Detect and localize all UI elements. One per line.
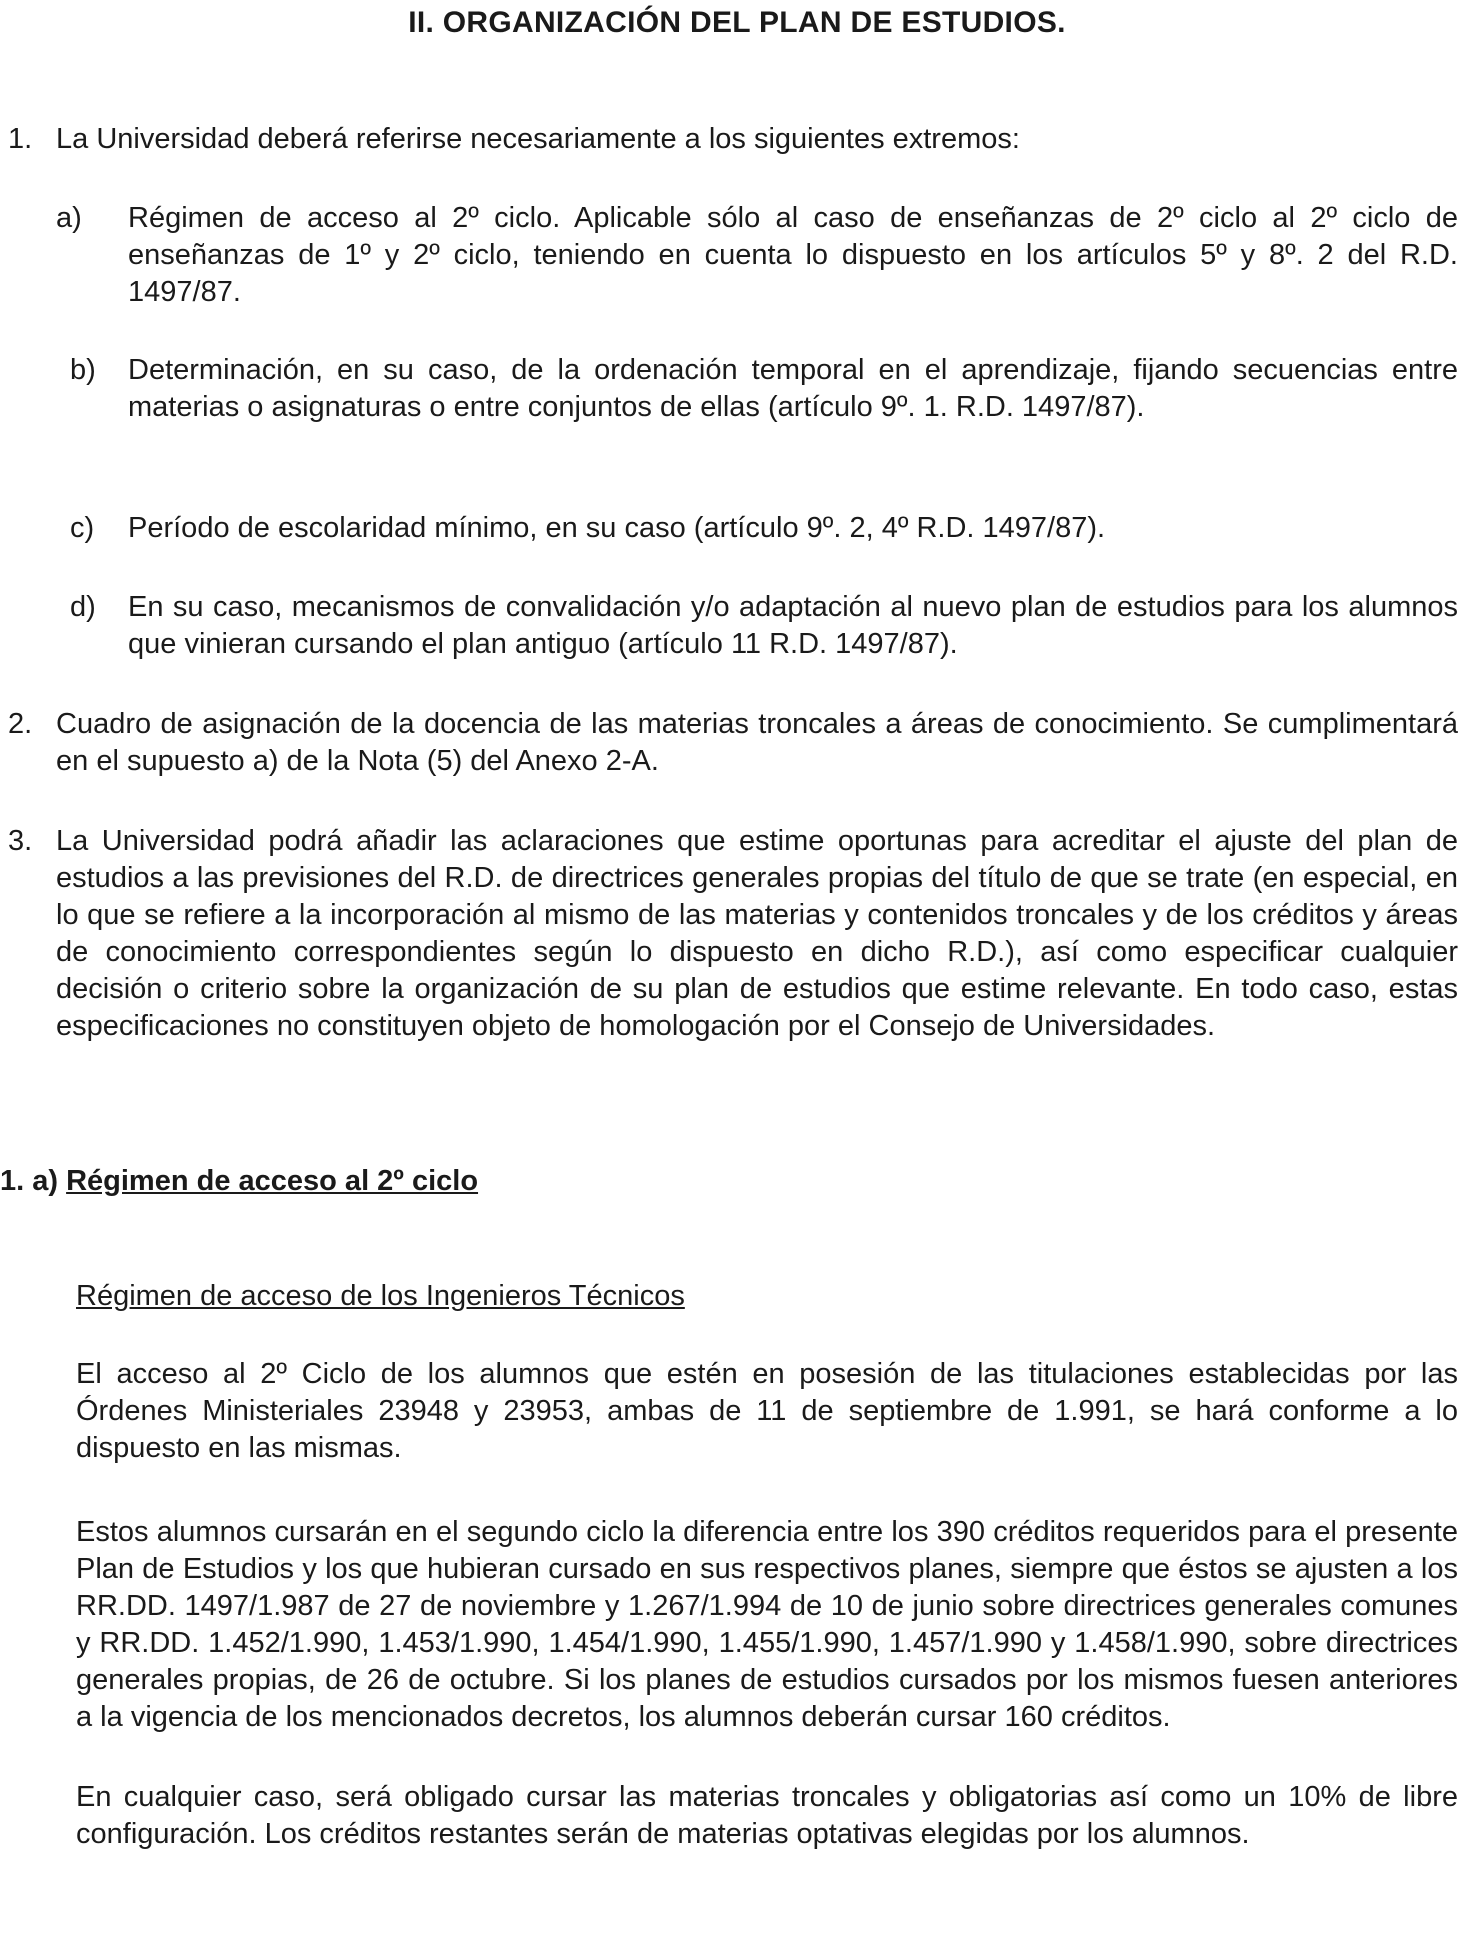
section-paragraph-1: El acceso al 2º Ciclo de los alumnos que estén en posesión de las titulaciones establecidas por las Órdenes Ministeriales 23948 y 23953, ambas de 11 de septiembre de 1.991, se hará conforme a lo dispuesto en las mismas. <box>76 1358 1458 1464</box>
item-1d-label: d) <box>70 591 96 623</box>
item-2-number: 2. <box>8 708 33 740</box>
item-1a-label: a) <box>56 202 82 234</box>
page-title: II. ORGANIZACIÓN DEL PLAN DE ESTUDIOS. <box>408 6 1066 39</box>
section-subheading: Régimen de acceso de los Ingenieros Técnicos <box>76 1280 685 1312</box>
item-1a-text: Régimen de acceso al 2º ciclo. Aplicable sólo al caso de enseñanzas de 2º ciclo al 2º ciclo de enseñanzas de 1º y 2º ciclo, teniendo en cuenta lo dispuesto en los artículos 5º y 8º. 2 del R.D. 1497/87. <box>128 202 1458 308</box>
item-1c-text: Período de escolaridad mínimo, en su caso (artículo 9º. 2, 4º R.D. 1497/87). <box>128 512 1106 544</box>
item-1b-text: Determinación, en su caso, de la ordenación temporal en el aprendizaje, fijando secuencias entre materias o asignaturas o entre conjuntos de ellas (artículo 9º. 1. R.D. 1497/87). <box>128 354 1458 423</box>
section-heading-text: Régimen de acceso al 2º ciclo <box>66 1165 479 1197</box>
section-heading <box>0 1163 478 1200</box>
item-1c-label: c) <box>70 512 95 544</box>
item-2-text: Cuadro de asignación de la docencia de las materias troncales a áreas de conocimiento. Se cumplimentará en el supuesto a) de la Nota (5) del Anexo 2-A. <box>56 708 1458 777</box>
item-1d-text: En su caso, mecanismos de convalidación y/o adaptación al nuevo plan de estudios para los alumnos que vinieran cursando el plan antiguo (artículo 11 R.D. 1497/87). <box>128 591 1458 660</box>
item-1-text: La Universidad deberá referirse necesariamente a los siguientes extremos: <box>56 123 1020 155</box>
item-1-number: 1. <box>8 123 33 155</box>
section-heading-prefix: 1. a) <box>0 1165 67 1197</box>
item-3-number: 3. <box>8 825 33 857</box>
section-paragraph-2: Estos alumnos cursarán en el segundo ciclo la diferencia entre los 390 créditos requeridos para el presente Plan de Estudios y los que hubieran cursado en sus respectivos planes, siempre que éstos se ajusten a los RR.DD. 1497/1.987 de 27 de noviembre y 1.267/1.994 de 10 de junio sobre directrices generales comunes y RR.DD. 1.452/1.990, 1.453/1.990, 1.454/1.990, 1.455/1.990, 1.457/1.990 y 1.458/1.990, sobre directrices generales propias, de 26 de octubre. Si los planes de estudios cursados por los mismos fuesen anteriores a la vigencia de los mencionados decretos, los alumnos deberán cursar 160 créditos. <box>76 1516 1458 1733</box>
item-1b-label: b) <box>70 354 96 386</box>
section-paragraph-3: En cualquier caso, será obligado cursar las materias troncales y obligatorias así como un 10% de libre configuración. Los créditos restantes serán de materias optativas elegidas por los alumnos. <box>76 1781 1458 1850</box>
item-3-text: La Universidad podrá añadir las aclaraciones que estime oportunas para acreditar el ajuste del plan de estudios a las previsiones del R.D. de directrices generales propias del título de que se trate (en especial, en lo que se refiere a la incorporación al mismo de las materias y contenidos troncales y de los créditos y áreas de conocimiento correspondientes según lo dispuesto en dicho R.D.), así como especificar cualquier decisión o criterio sobre la organización de su plan de estudios que estime relevante. En todo caso, estas especificaciones no constituyen objeto de homologación por el Consejo de Universidades. <box>56 825 1458 1042</box>
